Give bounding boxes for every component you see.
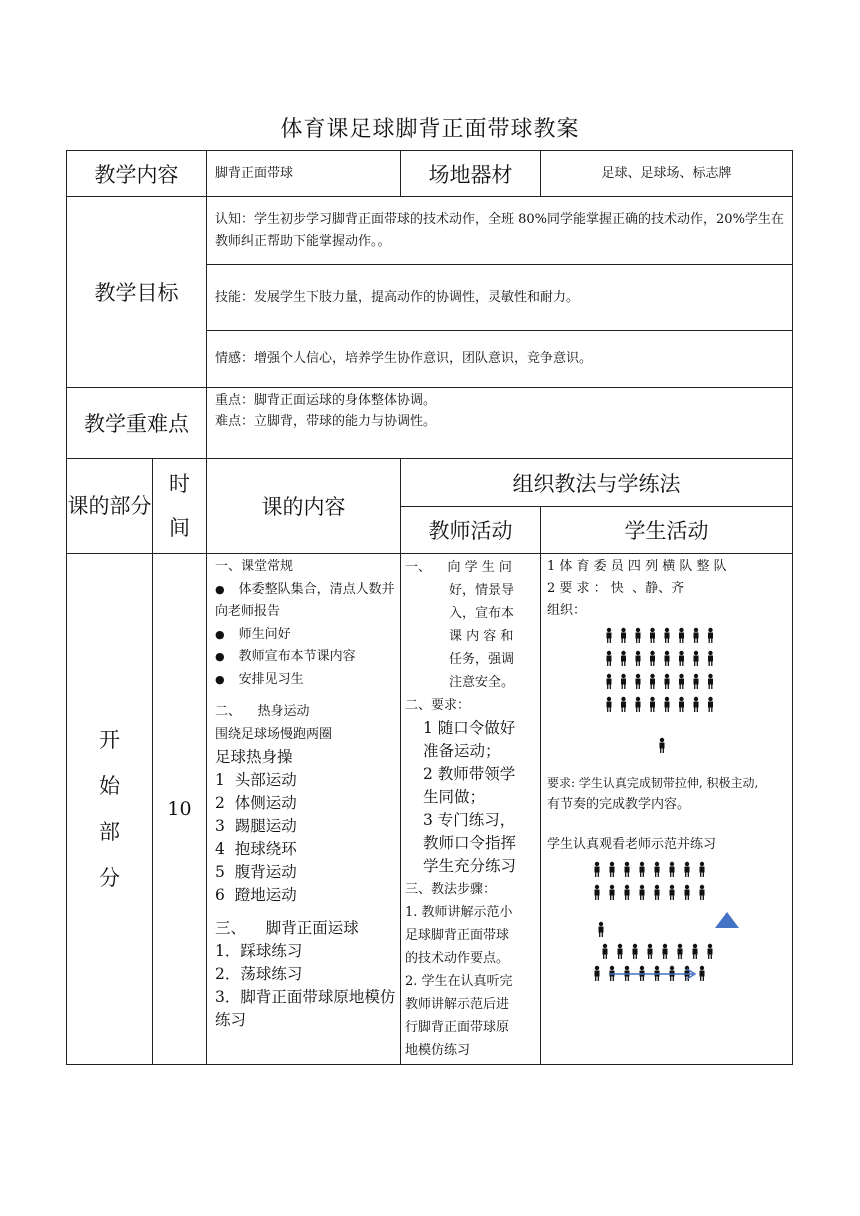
teacher-step-1: 一、 向 学 生 问 (405, 560, 512, 575)
student-figure-icon (665, 651, 670, 666)
requirement-line: 1 随口令做好 (423, 719, 516, 737)
goal-cognition: 认知：学生初步学习脚背正面带球的技术动作，全班 80%同学能掌握正确的技术动作，20%学生在教师纠正帮助下能掌握动作。。 (207, 197, 793, 265)
student-requirement: 有节奏的完成教学内容。 (547, 797, 691, 812)
student-figure-icon (665, 628, 670, 643)
teacher-step-line: 1. 教师讲解示范小 (405, 905, 513, 920)
teacher-step-1-line: 课 内 容 和 (449, 629, 514, 644)
equipment-label: 场地器材 (401, 151, 541, 197)
bullet-icon (215, 649, 239, 664)
student-figure-icon (678, 944, 683, 959)
content-cell (207, 554, 401, 1065)
content-heading-1: 一、课堂常规 (215, 559, 294, 574)
student-figure-icon (700, 885, 705, 900)
col-student: 学生活动 (541, 507, 793, 554)
student-figure-icon (655, 862, 660, 877)
student-figure-icon (621, 697, 626, 712)
time-value: 10 (153, 554, 207, 1065)
content-bullet-text: 安排见习生 (238, 671, 304, 687)
student-figure-icon (636, 628, 641, 643)
student-figure-icon (599, 922, 604, 937)
student-figure-icon (694, 628, 699, 643)
requirement-line: 2 教师带领学 (423, 765, 516, 783)
lesson-plan-table (66, 150, 793, 1065)
drill-item: 1．踩球练习 (215, 942, 303, 960)
student-figure-icon (670, 885, 675, 900)
goal-skill: 技能：发展学生下肢力量，提高动作的协调性，灵敏性和耐力。 (207, 265, 793, 331)
student-organize-label: 组织： (547, 603, 587, 618)
spacer (215, 691, 396, 701)
student-figure-icon (618, 944, 623, 959)
content-heading-2: 二、 热身运动 (215, 704, 310, 719)
student-figure-icon (636, 651, 641, 666)
student-figure-icon (670, 862, 675, 877)
key-points-label: 教学重难点 (67, 388, 207, 459)
equipment-value: 足球、足球场、标志牌 (541, 151, 793, 197)
col-organize: 组织教法与学练法 (401, 459, 793, 507)
bullet-icon (215, 672, 239, 687)
drill-item: 3．脚背正面带球原地模仿练习 (215, 988, 396, 1029)
student-figure-icon (650, 697, 655, 712)
student-figure-icon (636, 674, 641, 689)
teacher-step-1-line: 任务，强调 (449, 652, 515, 667)
teacher-step-line: 2. 学生在认真听完 (405, 974, 513, 989)
student-figure-icon (621, 651, 626, 666)
content-bullet-text: 师生问好 (238, 626, 291, 642)
teacher-step-line: 足球脚背正面带球 (405, 928, 510, 943)
exercise-item: 5 腹背运动 (215, 863, 297, 881)
exercise-item: 2 体侧运动 (215, 794, 297, 812)
student-figure-icon (607, 628, 612, 643)
teacher-step-1-line: 注意安全。 (449, 675, 515, 690)
student-figure-icon (650, 674, 655, 689)
difficult-point: 难点：立脚背，带球的能力与协调性。 (215, 414, 437, 429)
student-figure-icon (595, 966, 600, 981)
content-heading-3: 三、 脚背正面运球 (215, 919, 359, 937)
requirement-line: 学生充分练习 (423, 857, 517, 875)
part-name (67, 554, 153, 1065)
exercise-item: 4 抱球绕环 (215, 840, 297, 858)
student-figure-icon (640, 862, 645, 877)
marker-cone-icon (715, 912, 739, 928)
part-char: 分 (99, 866, 120, 890)
practice-diagram (547, 856, 787, 992)
key-point: 重点：脚背正面运球的身体整体协调。 (215, 393, 437, 408)
student-line: 1 体 育 委 员 四 列 横 队 整 队 (547, 559, 727, 574)
content-label: 教学内容 (67, 151, 207, 197)
student-figure-icon (625, 862, 630, 877)
student-figure-icon (655, 885, 660, 900)
col-part: 课的部分 (67, 459, 153, 554)
student-figure-icon (607, 651, 612, 666)
spacer (215, 907, 396, 917)
student-figure-icon (621, 674, 626, 689)
student-figure-icon (595, 885, 600, 900)
teacher-step-1-line: 好，情景导 (449, 583, 515, 598)
content-bullet-text: 体委整队集合，清点人数并向老师报告 (215, 581, 395, 619)
student-figure-icon (679, 628, 684, 643)
page-title: 体育课足球脚背正面带球教案 (280, 117, 580, 142)
content-bullet (215, 669, 396, 692)
student-figure-icon (700, 966, 705, 981)
student-figure-icon (633, 944, 638, 959)
student-figure-icon (708, 944, 713, 959)
student-figure-icon (621, 628, 626, 643)
student-figure-icon (650, 628, 655, 643)
student-figure-icon (685, 885, 690, 900)
requirement-line: 生同做； (423, 788, 486, 806)
student-figure-icon (693, 944, 698, 959)
student-figure-icon (685, 862, 690, 877)
content-bullet (215, 579, 396, 624)
student-watch: 学生认真观看老师示范并练习 (547, 837, 717, 852)
student-figure-icon (708, 674, 713, 689)
exercise-item: 6 蹬地运动 (215, 886, 297, 904)
teacher-steps-heading: 三、教法步骤： (405, 882, 497, 897)
content-bullet (215, 646, 396, 669)
student-figure-icon (640, 885, 645, 900)
student-figure-icon (650, 651, 655, 666)
student-figure-icon (708, 697, 713, 712)
teacher-requirement-heading: 二、要求： (405, 698, 471, 713)
student-figure-icon (607, 674, 612, 689)
student-figure-icon (694, 651, 699, 666)
goals-label: 教学目标 (67, 197, 207, 388)
content-bullet (215, 624, 396, 647)
student-figure-icon (700, 862, 705, 877)
requirement-line: 教师口令指挥 (423, 834, 517, 852)
warmup-exercise-title: 足球热身操 (215, 748, 293, 766)
teacher-step-line: 教师讲解示范后进 (405, 997, 510, 1012)
student-figure-icon (636, 697, 641, 712)
student-line: 2 要 求 ： 快 、静、齐 (547, 581, 685, 596)
teacher-step-line: 地模仿练习 (405, 1043, 471, 1058)
teacher-cell (401, 554, 541, 1065)
formation-diagram (547, 622, 787, 772)
teacher-step-line: 的技术动作要点。 (405, 951, 510, 966)
requirement-line: 准备运动； (423, 742, 501, 760)
requirement-line: 3 专门练习， (423, 811, 516, 829)
student-figure-icon (679, 651, 684, 666)
student-figure-icon (708, 628, 713, 643)
col-content: 课的内容 (207, 459, 401, 554)
student-figure-icon (679, 697, 684, 712)
student-figure-icon (663, 944, 668, 959)
warmup-run: 围绕足球场慢跑两圈 (215, 726, 333, 742)
content-bullet-text: 教师宣布本节课内容 (238, 649, 356, 664)
student-figure-icon (610, 885, 615, 900)
student-cell (541, 554, 793, 1065)
student-figure-icon (648, 944, 653, 959)
student-figure-icon (610, 862, 615, 877)
bullet-icon (215, 627, 239, 642)
student-figure-icon (660, 738, 665, 753)
part-char: 始 (99, 774, 120, 798)
student-figure-icon (603, 944, 608, 959)
student-figure-icon (708, 651, 713, 666)
bullet-icon (215, 582, 239, 597)
student-figure-icon (595, 862, 600, 877)
col-teacher: 教师活动 (401, 507, 541, 554)
student-figure-icon (665, 674, 670, 689)
teacher-step-line: 行脚背正面带球原 (405, 1020, 510, 1035)
exercise-item: 1 头部运动 (215, 771, 297, 789)
student-figure-icon (625, 885, 630, 900)
student-figure-icon (665, 697, 670, 712)
spacer (547, 816, 786, 834)
drill-item: 2．荡球练习 (215, 965, 303, 983)
teacher-step-1-line: 入，宣布本 (449, 606, 515, 621)
student-figure-icon (694, 674, 699, 689)
student-figure-icon (694, 697, 699, 712)
part-char: 开 (99, 728, 120, 752)
part-char: 部 (99, 820, 120, 844)
col-time: 时间 (153, 459, 207, 554)
content-value: 脚背正面带球 (207, 151, 401, 197)
exercise-item: 3 踢腿运动 (215, 817, 297, 835)
student-figure-icon (607, 697, 612, 712)
goal-emotion: 情感：增强个人信心，培养学生协作意识，团队意识，竞争意识。 (207, 331, 793, 388)
student-figure-icon (679, 674, 684, 689)
student-requirement: 要求: 学生认真完成韧带拉伸, 积极主动, (547, 776, 759, 790)
key-points-text (207, 388, 793, 459)
